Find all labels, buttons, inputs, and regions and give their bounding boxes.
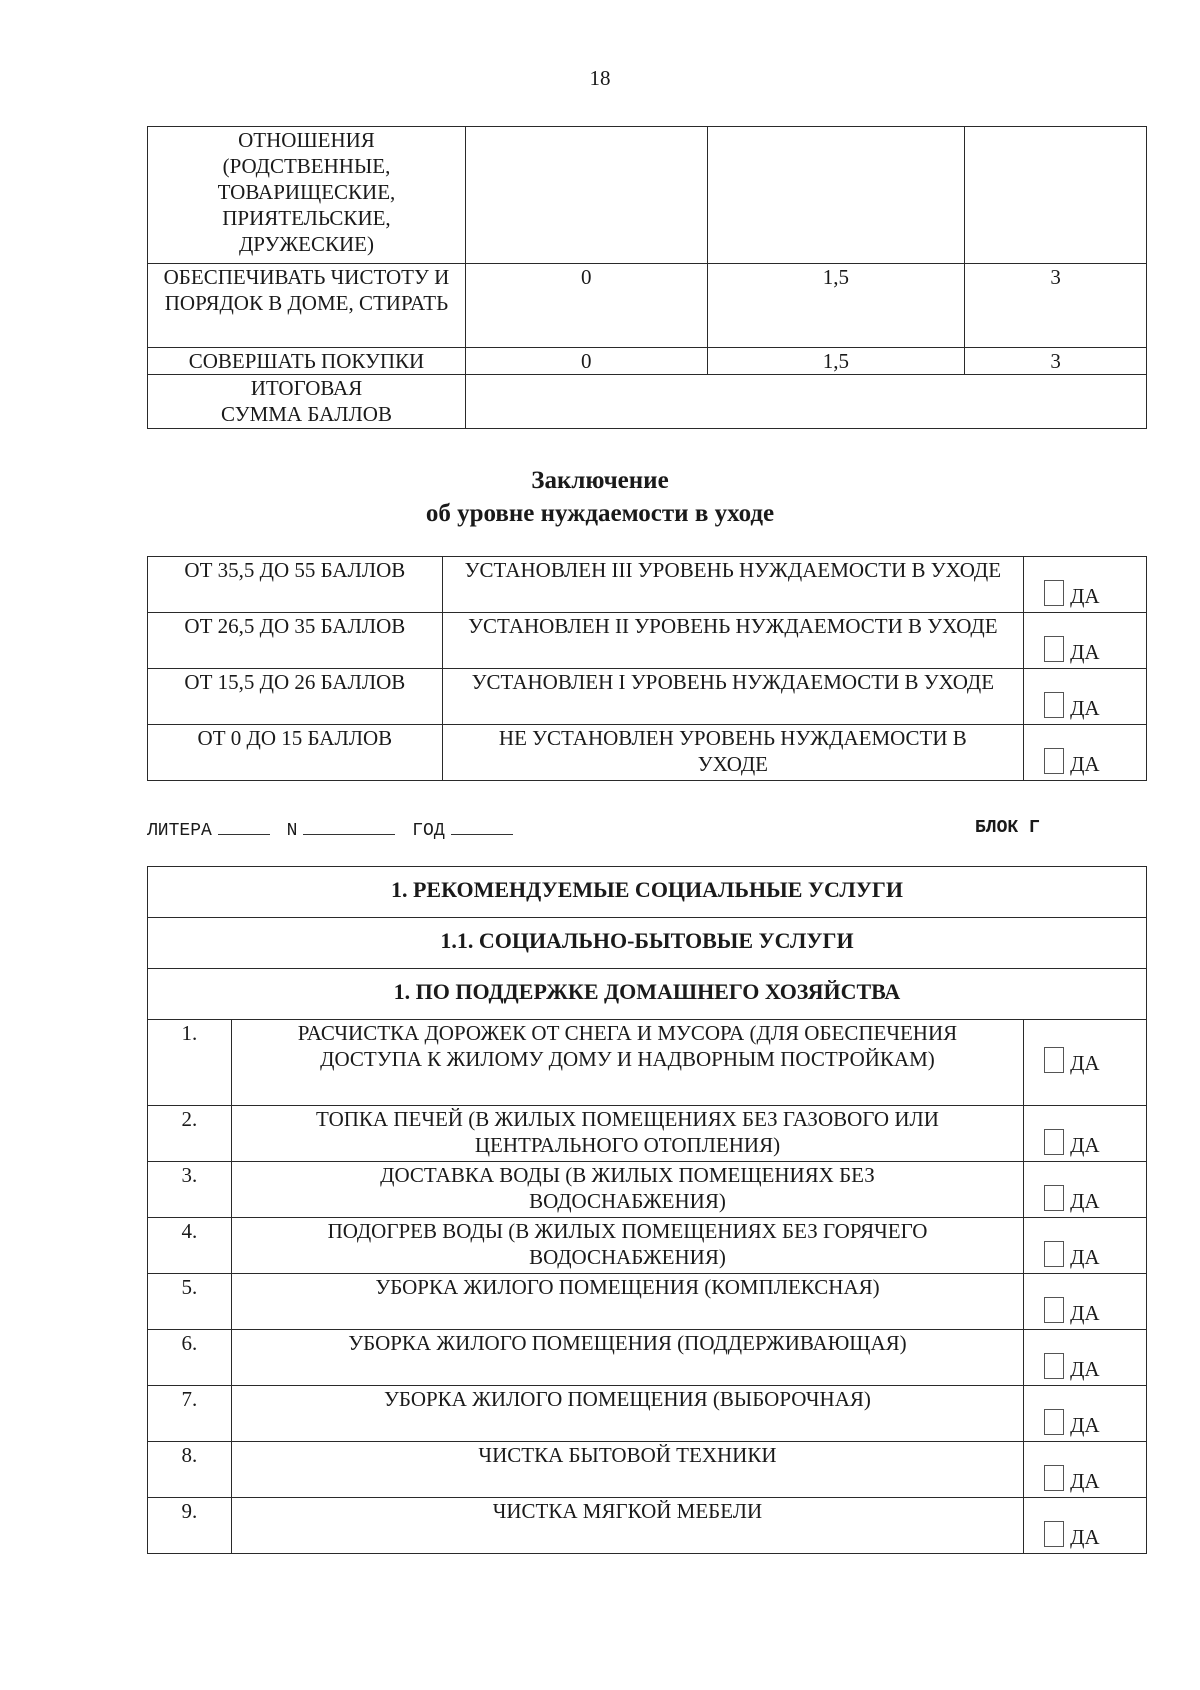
year-blank[interactable]: [451, 818, 513, 835]
criterion-label: СОВЕРШАТЬ ПОКУПКИ: [148, 348, 466, 375]
table-row: [148, 1330, 1147, 1386]
yes-checkbox[interactable]: [1024, 725, 1147, 781]
checkbox-box[interactable]: [1044, 748, 1064, 774]
yes-checkbox[interactable]: [1024, 1218, 1147, 1274]
table-row: [148, 264, 1147, 348]
conclusion-title: Заключение: [531, 467, 669, 494]
yes-checkbox[interactable]: [1024, 557, 1147, 613]
service-text: УБОРКА ЖИЛОГО ПОМЕЩЕНИЯ (ПОДДЕРЖИВАЮЩАЯ): [231, 1330, 1023, 1386]
service-text: ПОДОГРЕВ ВОДЫ (В ЖИЛЫХ ПОМЕЩЕНИЯХ БЕЗ ГОРЯЧЕГО ВОДОСНАБЖЕНИЯ): [231, 1218, 1023, 1274]
table-row: [148, 669, 1147, 725]
yes-checkbox[interactable]: [1024, 1020, 1147, 1106]
yes-label: ДА: [1070, 1133, 1100, 1157]
item-number: 4.: [148, 1218, 232, 1274]
total-value-cell: [465, 375, 1146, 429]
table-row: [148, 613, 1147, 669]
service-text: ТОПКА ПЕЧЕЙ (В ЖИЛЫХ ПОМЕЩЕНИЯХ БЕЗ ГАЗОВОГО ИЛИ ЦЕНТРАЛЬНОГО ОТОПЛЕНИЯ): [231, 1106, 1023, 1162]
number-blank[interactable]: [303, 818, 395, 835]
service-text: РАСЧИСТКА ДОРОЖЕК ОТ СНЕГА И МУСОРА (ДЛЯ ОБЕСПЕЧЕНИЯ ДОСТУПА К ЖИЛОМУ ДОМУ И НАДВОРНЫМ ПОСТРОЙКАМ): [231, 1020, 1023, 1106]
yes-label: ДА: [1070, 1050, 1100, 1075]
table-row: [148, 557, 1147, 613]
year-label: ГОД: [412, 821, 445, 841]
score-range: ОТ 35,5 ДО 55 БАЛЛОВ: [148, 557, 443, 613]
checkbox-box[interactable]: [1044, 692, 1064, 718]
yes-checkbox[interactable]: [1024, 1162, 1147, 1218]
level-text: УСТАНОВЛЕН II УРОВЕНЬ НУЖДАЕМОСТИ В УХОДЕ: [442, 613, 1023, 669]
level-text: УСТАНОВЛЕН III УРОВЕНЬ НУЖДАЕМОСТИ В УХОДЕ: [442, 557, 1023, 613]
table-row: [148, 1106, 1147, 1162]
score-range: ОТ 26,5 ДО 35 БАЛЛОВ: [148, 613, 443, 669]
block-label: БЛОК Г: [975, 818, 1040, 838]
litera-line: [147, 818, 1047, 841]
table-row: [148, 1386, 1147, 1442]
services-header: 1. РЕКОМЕНДУЕМЫЕ СОЦИАЛЬНЫЕ УСЛУГИ: [148, 867, 1147, 918]
yes-label: ДА: [1070, 1301, 1100, 1325]
table-row: [148, 375, 1147, 429]
table-row: [148, 1442, 1147, 1498]
services-section-header: 1. ПО ПОДДЕРЖКЕ ДОМАШНЕГО ХОЗЯЙСТВА: [148, 969, 1147, 1020]
item-number: 9.: [148, 1498, 232, 1554]
table-row: [148, 1218, 1147, 1274]
yes-label: ДА: [1070, 1245, 1100, 1269]
table-row: [148, 725, 1147, 781]
checkbox-box[interactable]: [1044, 1297, 1064, 1323]
service-text: ЧИСТКА МЯГКОЙ МЕБЕЛИ: [231, 1498, 1023, 1554]
service-text: ЧИСТКА БЫТОВОЙ ТЕХНИКИ: [231, 1442, 1023, 1498]
table-row: [148, 918, 1147, 969]
conclusion-subtitle: об уровне нуждаемости в уходе: [425, 500, 775, 527]
score-cell: 1,5: [707, 348, 965, 375]
checkbox-box[interactable]: [1044, 636, 1064, 662]
table-row: [148, 1162, 1147, 1218]
checkbox-box[interactable]: [1044, 1129, 1064, 1155]
yes-checkbox[interactable]: [1024, 1442, 1147, 1498]
checkbox-box[interactable]: [1044, 1185, 1064, 1211]
checkbox-box[interactable]: [1044, 580, 1064, 606]
litera-label: ЛИТЕРА: [147, 821, 212, 841]
table-row: [148, 1020, 1147, 1106]
item-number: 2.: [148, 1106, 232, 1162]
score-cell: [965, 127, 1147, 264]
checkbox-box[interactable]: [1044, 1465, 1064, 1491]
item-number: 7.: [148, 1386, 232, 1442]
yes-label: ДА: [1070, 1469, 1100, 1493]
level-text: УСТАНОВЛЕН I УРОВЕНЬ НУЖДАЕМОСТИ В УХОДЕ: [442, 669, 1023, 725]
checkbox-box[interactable]: [1044, 1241, 1064, 1267]
criterion-label: ОБЕСПЕЧИВАТЬ ЧИСТОТУ И ПОРЯДОК В ДОМЕ, СТИРАТЬ: [148, 264, 466, 348]
service-text: УБОРКА ЖИЛОГО ПОМЕЩЕНИЯ (ВЫБОРОЧНАЯ): [231, 1386, 1023, 1442]
number-label: N: [286, 821, 298, 841]
yes-label: ДА: [1070, 1525, 1100, 1549]
litera-blank[interactable]: [218, 818, 270, 835]
yes-checkbox[interactable]: [1024, 1498, 1147, 1554]
yes-label: ДА: [1070, 696, 1100, 720]
checkbox-box[interactable]: [1044, 1409, 1064, 1435]
score-range: ОТ 0 ДО 15 БАЛЛОВ: [148, 725, 443, 781]
total-label: ИТОГОВАЯ СУММА БАЛЛОВ: [148, 375, 466, 429]
table-row: [148, 1498, 1147, 1554]
level-text: НЕ УСТАНОВЛЕН УРОВЕНЬ НУЖДАЕМОСТИ В УХОДЕ: [442, 725, 1023, 781]
score-cell: [465, 127, 707, 264]
yes-checkbox[interactable]: [1024, 1274, 1147, 1330]
item-number: 5.: [148, 1274, 232, 1330]
table-row: [148, 348, 1147, 375]
checkbox-box[interactable]: [1044, 1353, 1064, 1379]
score-cell: [707, 127, 965, 264]
score-range: ОТ 15,5 ДО 26 БАЛЛОВ: [148, 669, 443, 725]
table-row: [148, 1274, 1147, 1330]
service-text: УБОРКА ЖИЛОГО ПОМЕЩЕНИЯ (КОМПЛЕКСНАЯ): [231, 1274, 1023, 1330]
service-text: ДОСТАВКА ВОДЫ (В ЖИЛЫХ ПОМЕЩЕНИЯХ БЕЗ ВОДОСНАБЖЕНИЯ): [231, 1162, 1023, 1218]
item-number: 1.: [148, 1020, 232, 1106]
score-cell: 3: [965, 348, 1147, 375]
item-number: 6.: [148, 1330, 232, 1386]
yes-label: ДА: [1070, 752, 1100, 776]
score-table: [147, 126, 1147, 429]
services-subheader: 1.1. СОЦИАЛЬНО-БЫТОВЫЕ УСЛУГИ: [148, 918, 1147, 969]
score-cell: 3: [965, 264, 1147, 348]
score-cell: 0: [465, 264, 707, 348]
item-number: 3.: [148, 1162, 232, 1218]
yes-label: ДА: [1070, 640, 1100, 664]
conclusion-table: [147, 556, 1147, 781]
score-cell: 0: [465, 348, 707, 375]
services-table: [147, 866, 1147, 1554]
table-row: [148, 969, 1147, 1020]
yes-checkbox[interactable]: [1024, 613, 1147, 669]
table-row: [148, 127, 1147, 264]
page-number: 18: [589, 66, 611, 90]
table-row: [148, 867, 1147, 918]
criterion-label: ОТНОШЕНИЯ (РОДСТВЕННЫЕ, ТОВАРИЩЕСКИЕ, ПРИЯТЕЛЬСКИЕ, ДРУЖЕСКИЕ): [148, 127, 466, 264]
yes-checkbox[interactable]: [1024, 669, 1147, 725]
yes-label: ДА: [1070, 1357, 1100, 1381]
yes-checkbox[interactable]: [1024, 1106, 1147, 1162]
item-number: 8.: [148, 1442, 232, 1498]
score-cell: 1,5: [707, 264, 965, 348]
yes-label: ДА: [1070, 1189, 1100, 1213]
yes-label: ДА: [1070, 1413, 1100, 1437]
yes-label: ДА: [1070, 584, 1100, 608]
yes-checkbox[interactable]: [1024, 1330, 1147, 1386]
checkbox-box[interactable]: [1044, 1047, 1064, 1073]
yes-checkbox[interactable]: [1024, 1386, 1147, 1442]
checkbox-box[interactable]: [1044, 1521, 1064, 1547]
